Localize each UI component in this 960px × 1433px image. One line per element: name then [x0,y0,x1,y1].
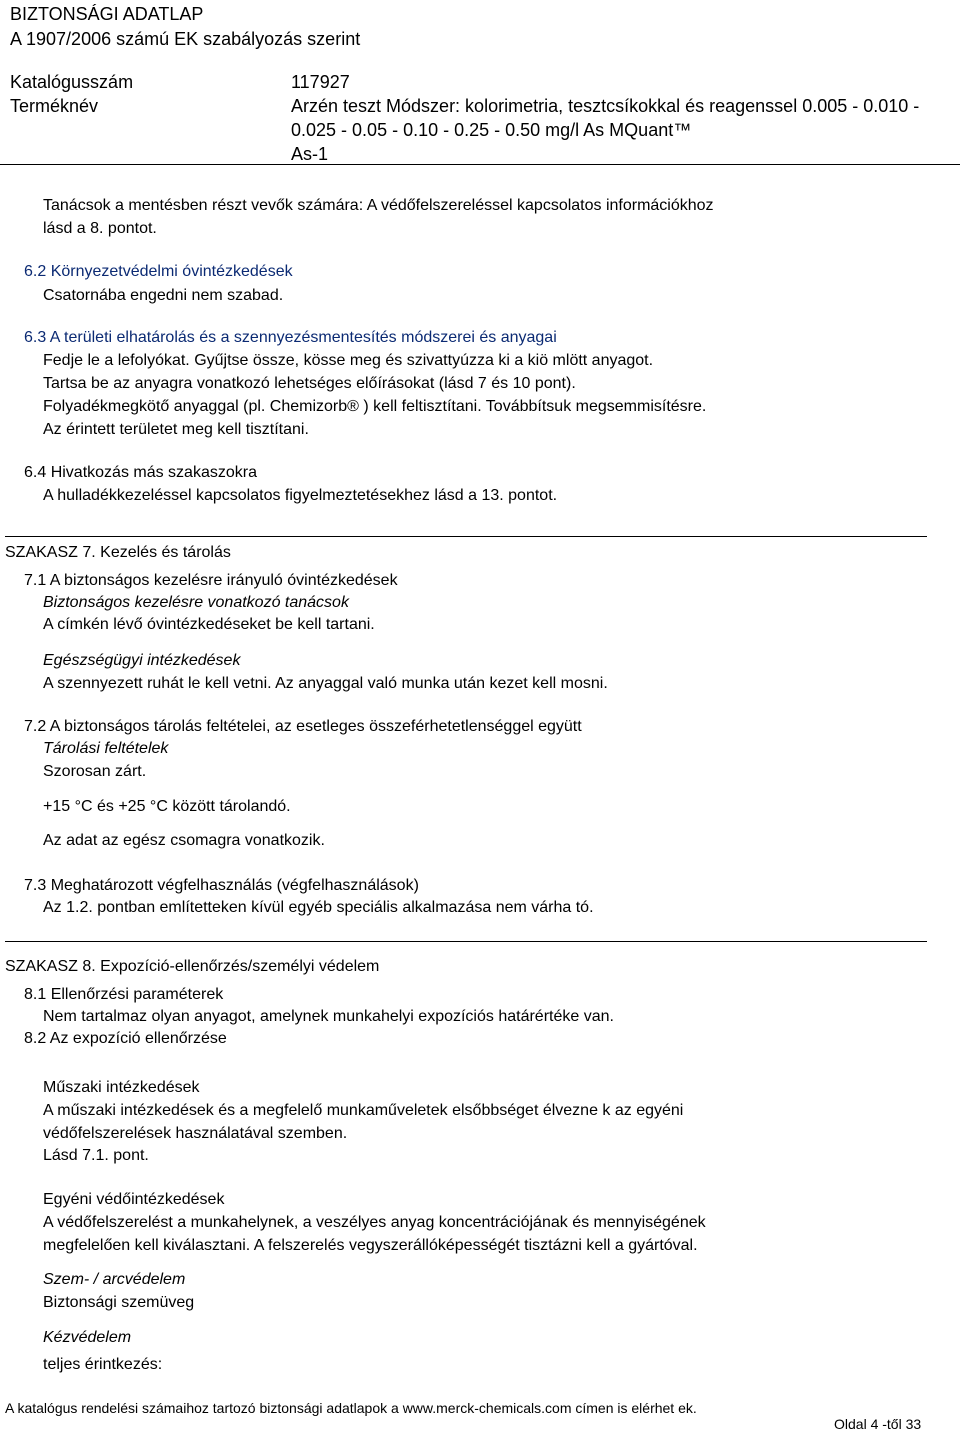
text-6-2: Csatornába engedni nem szabad. [43,287,284,304]
heading-6-3: 6.3 A területi elhatárolás és a szennyezésmentesítés módszerei és anyagai [24,329,557,346]
text-engineering-3: Lásd 7.1. pont. [43,1147,149,1164]
subheading-eye-protection: Szem- / arcvédelem [43,1271,186,1288]
document-title: BIZTONSÁGI ADATLAP [10,4,204,24]
section-7-title: SZAKASZ 7. Kezelés és tárolás [5,544,231,561]
advice-line-1: Tanácsok a mentésben részt vevők számára: A védőfelszereléssel kapcsolatos információkhoz [43,197,714,214]
heading-7-1: 7.1 A biztonságos kezelésre irányuló óvintézkedések [24,572,398,589]
heading-6-2: 6.2 Környezetvédelmi óvintézkedések [24,263,293,280]
page-number: Oldal 4 -től 33 [834,1416,922,1432]
text-engineering-2: védőfelszerelések használatával szemben. [43,1125,348,1142]
footer-note: A katalógus rendelési számaihoz tartozó biztonsági adatlapok a www.merck-chemicals.com címen is elérhet ek. [5,1400,697,1416]
heading-8-2: 8.2 Az expozíció ellenőrzése [24,1030,227,1047]
product-label: Terméknév [10,96,99,116]
advice-line-2: lásd a 8. pontot. [43,220,157,237]
heading-7-3: 7.3 Meghatározott végfelhasználás (végfelhasználások) [24,877,419,894]
document-subtitle: A 1907/2006 számú EK szabályozás szerint [10,29,361,49]
text-engineering-1: A műszaki intézkedések és a megfelelő munkaműveletek elsőbbséget élvezne k az egyéni [43,1102,684,1119]
text-7-2b: +15 °C és +25 °C között tárolandó. [43,798,291,815]
text-6-4: A hulladékkezeléssel kapcsolatos figyelmeztetésekhez lásd a 13. pontot. [43,487,558,504]
product-name-line3: As-1 [291,144,329,164]
text-7-1a: A címkén lévő óvintézkedéseket be kell tartani. [43,616,375,633]
text-7-2c: Az adat az egész csomagra vonatkozik. [43,832,325,849]
text-6-3-line3: Folyadékmegkötő anyaggal (pl. Chemizorb® ) kell feltisztítani. Továbbítsuk megsemmisítésre. [43,398,707,415]
heading-6-4: 6.4 Hivatkozás más szakaszokra [24,464,257,481]
subheading-hygiene: Egészségügyi intézkedések [43,652,241,669]
section-7-divider [5,536,927,537]
subheading-ppe: Egyéni védőintézkedések [43,1191,225,1208]
text-6-3-line2: Tartsa be az anyagra vonatkozó lehetséges előírásokat (lásd 7 és 10 pont). [43,375,576,392]
section-8-title: SZAKASZ 8. Expozíció-ellenőrzés/személyi védelem [5,958,380,975]
text-7-3: Az 1.2. pontban említetteken kívül egyéb speciális alkalmazása nem várha tó. [43,899,594,916]
subheading-engineering: Műszaki intézkedések [43,1079,200,1096]
header-divider [0,164,960,165]
subheading-storage: Tárolási feltételek [43,740,169,757]
subheading-safe-handling: Biztonságos kezelésre vonatkozó tanácsok [43,594,349,611]
heading-8-1: 8.1 Ellenőrzési paraméterek [24,986,224,1003]
text-eye-protection: Biztonsági szemüveg [43,1294,195,1311]
catalog-value: 117927 [291,72,350,92]
text-8-1: Nem tartalmaz olyan anyagot, amelynek munkahelyi expozíciós határértéke van. [43,1008,614,1025]
text-6-3-line1: Fedje le a lefolyókat. Gyűjtse össze, kösse meg és szivattyúzza ki a kiö mlött anyagot. [43,352,654,369]
text-ppe-1: A védőfelszerelést a munkahelynek, a veszélyes anyag koncentrációjának és mennyiségének [43,1214,706,1231]
catalog-label: Katalógusszám [10,72,134,92]
subheading-hand-protection: Kézvédelem [43,1329,132,1346]
text-7-1b: A szennyezett ruhát le kell vetni. Az anyaggal való munka után kezet kell mosni. [43,675,608,692]
product-name-line2: 0.025 - 0.05 - 0.10 - 0.25 - 0.50 mg/l As MQuant™ [291,120,692,140]
heading-7-2: 7.2 A biztonságos tárolás feltételei, az esetleges összeférhetetlenséggel együtt [24,718,582,735]
text-7-2a: Szorosan zárt. [43,763,147,780]
section-8-divider [5,941,927,942]
product-name-line1: Arzén teszt Módszer: kolorimetria, tesztcsíkokkal és reagenssel 0.005 - 0.010 - [291,96,920,116]
text-6-3-line4: Az érintett területet meg kell tisztítani. [43,421,309,438]
text-hand-protection: teljes érintkezés: [43,1356,163,1373]
text-ppe-2: megfelelően kell kiválasztani. A felszerelés vegyszerállóképességét tisztázni kell a gyártóval. [43,1237,698,1254]
